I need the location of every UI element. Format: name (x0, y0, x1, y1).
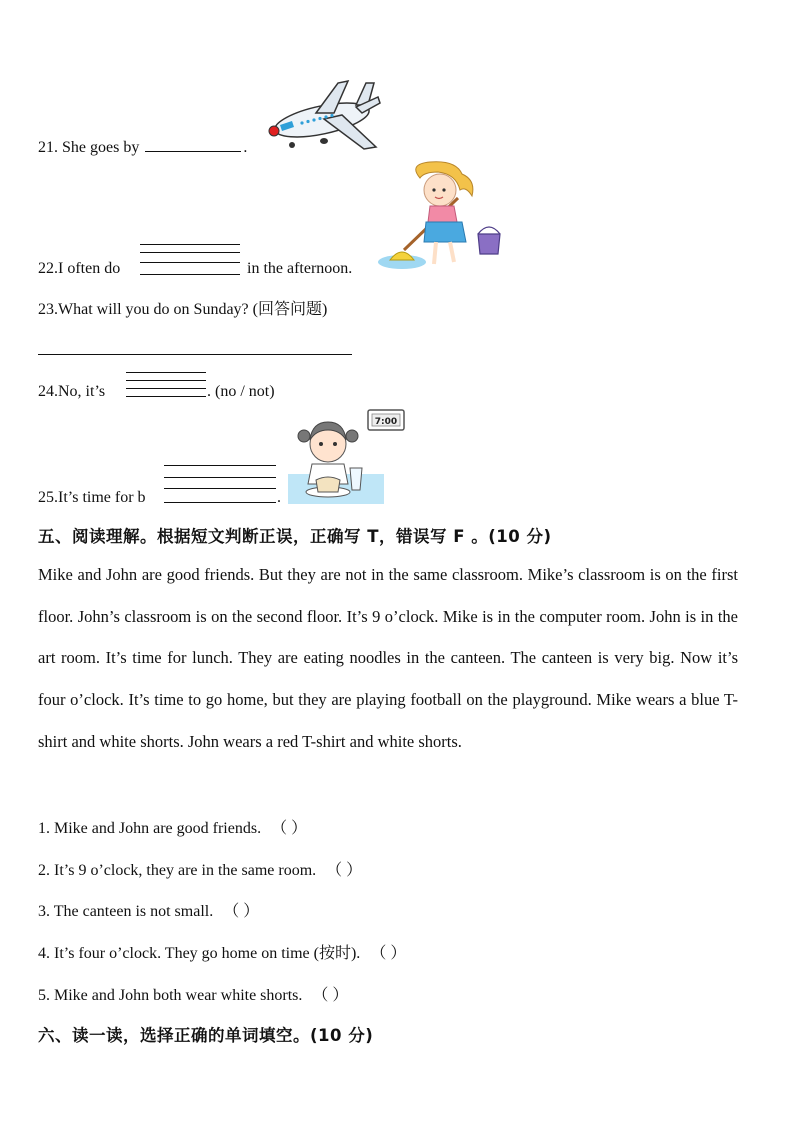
reading-passage (38, 554, 738, 763)
q21-prefix: 21. She goes by (38, 139, 140, 156)
q22-writing-line-1 (140, 244, 240, 245)
passage-text: Mike and John are good friends. But they are not in the same classroom. Mike’s classroom is on the first floor. John’s classroom is on the second floor. It’s 9 o’clock. Mike is in the computer room. John is in the art room. It’s time for lunch. They are eating noodles in the canteen. The canteen is very big. Now it’s four o’clock. It’s time to go home, but they are playing football on the playground. Mike wears a blue T-shirt and white shorts. John wears a red T-shirt and white shorts. (38, 565, 738, 751)
question-23: 23.What will you do on Sunday? (回答问题) (38, 301, 328, 318)
q24-writing-line-4[interactable] (126, 396, 206, 397)
tf-item-2 (38, 857, 396, 880)
q25-writing-line-1 (164, 465, 276, 466)
tf-answer-box[interactable]: （ ） (271, 820, 308, 837)
q25-prefix: 25.It’s time for b (38, 489, 146, 506)
tf-item-5 (38, 982, 382, 1005)
tf-item-text: 4. It’s four o’clock. They go home on time (按时). (38, 945, 361, 962)
q24-prefix: 24.No, it’s (38, 383, 106, 400)
tf-item-4 (38, 940, 440, 963)
q24-writing-line-1 (126, 372, 206, 373)
clock-time-label: 7:00 (374, 417, 398, 427)
tf-answer-box[interactable]: （ ） (223, 903, 260, 920)
q25-writing-line-3 (164, 488, 276, 489)
q24-writing-line-2 (126, 380, 206, 381)
tf-item-text: 2. It’s 9 o’clock, they are in the same room. (38, 862, 317, 879)
tf-item-text: 5. Mike and John both wear white shorts. (38, 987, 303, 1004)
q24-suffix: . (no / not) (207, 383, 275, 400)
q23-answer-line[interactable] (38, 354, 352, 355)
q25-suffix: . (277, 489, 281, 506)
q22-writing-line-4[interactable] (140, 274, 240, 275)
q22-suffix: in the afternoon. (247, 260, 353, 277)
tf-answer-box[interactable]: （ ） (370, 945, 407, 962)
airplane-illustration (264, 75, 382, 155)
tf-item-1 (38, 815, 341, 838)
tf-item-3 (38, 898, 293, 921)
tf-item-text: 1. Mike and John are good friends. (38, 820, 262, 837)
section-5-heading: 五、阅读理解。根据短文判断正误，正确写 T，错误写 F 。(10 分) (38, 527, 552, 546)
q22-writing-line-3 (140, 262, 240, 263)
q25-writing-line-2 (164, 477, 276, 478)
tf-item-text: 3. The canteen is not small. (38, 903, 214, 920)
q24-writing-line-3 (126, 388, 206, 389)
question-21 (38, 137, 247, 157)
girl-mopping-illustration (378, 160, 504, 272)
section-6-heading: 六、读一读，选择正确的单词填空。(10 分) (38, 1026, 374, 1045)
tf-answer-box[interactable]: （ ） (312, 987, 349, 1004)
q25-writing-line-4[interactable] (164, 502, 276, 503)
tf-answer-box[interactable]: （ ） (326, 862, 363, 879)
q22-writing-line-2 (140, 252, 240, 253)
girl-eating-breakfast-illustration (288, 408, 408, 504)
q21-answer-blank[interactable] (145, 137, 241, 152)
q21-suffix: . (243, 139, 248, 156)
q22-prefix: 22.I often do (38, 260, 121, 277)
